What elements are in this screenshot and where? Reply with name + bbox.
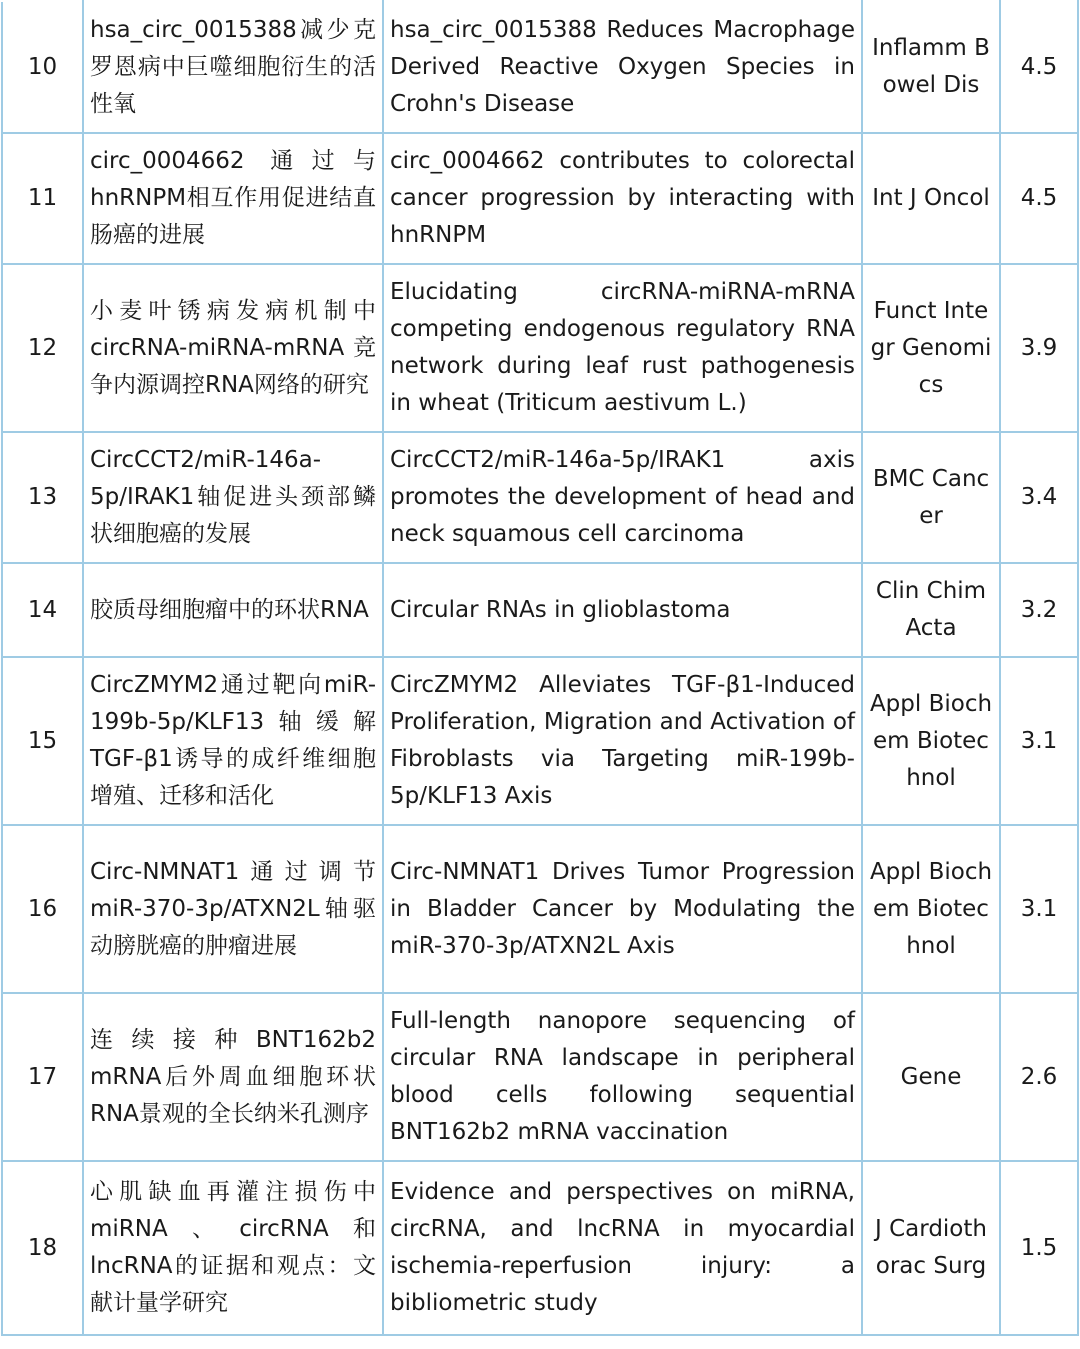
impact-factor: 3.9 <box>1000 264 1078 432</box>
journal-name: Appl Biochem Biotechnol <box>862 657 1000 825</box>
impact-factor: 3.2 <box>1000 563 1078 657</box>
journal-name: BMC Cancer <box>862 432 1000 563</box>
impact-factor: 3.4 <box>1000 432 1078 563</box>
row-number: 17 <box>2 993 83 1161</box>
journal-name: Clin Chim Acta <box>862 563 1000 657</box>
title-chinese: Circ-NMNAT1通过调节miR-370-3p/ATXN2L轴驱动膀胱癌的肿瘤进展 <box>83 825 383 993</box>
journal-name: Funct Integr Genomics <box>862 264 1000 432</box>
title-chinese: CircZMYM2通过靶向miR-199b-5p/KLF13轴缓解TGF-β1诱导的成纤维细胞增殖、迁移和活化 <box>83 657 383 825</box>
row-number: 10 <box>2 1 83 133</box>
table-row <box>2 1 1078 133</box>
table-row <box>2 1161 1078 1335</box>
papers-table <box>1 0 1079 1336</box>
title-chinese: 胶质母细胞瘤中的环状RNA <box>83 563 383 657</box>
journal-name: J Cardiothorac Surg <box>862 1161 1000 1335</box>
row-number: 11 <box>2 133 83 264</box>
journal-name: Int J Oncol <box>862 133 1000 264</box>
impact-factor: 3.1 <box>1000 657 1078 825</box>
title-english: Circ-NMNAT1 Drives Tumor Progression in Bladder Cancer by Modulating the miR-370-3p/ATXN2L Axis <box>383 825 862 993</box>
title-chinese: 小麦叶锈病发病机制中circRNA-miRNA-mRNA竞争内源调控RNA网络的研究 <box>83 264 383 432</box>
row-number: 14 <box>2 563 83 657</box>
table-row <box>2 133 1078 264</box>
impact-factor: 1.5 <box>1000 1161 1078 1335</box>
title-english: CircZMYM2 Alleviates TGF-β1-Induced Proliferation, Migration and Activation of Fibroblasts via Targeting miR-199b-5p/KLF13 Axis <box>383 657 862 825</box>
table-row <box>2 432 1078 563</box>
journal-name: Appl Biochem Biotechnol <box>862 825 1000 993</box>
title-english: Elucidating circRNA-miRNA-mRNA competing endogenous regulatory RNA network during leaf rust pathogenesis in wheat (Triticum aestivum L.) <box>383 264 862 432</box>
row-number: 15 <box>2 657 83 825</box>
impact-factor: 4.5 <box>1000 1 1078 133</box>
title-english: hsa_circ_0015388 Reduces Macrophage Derived Reactive Oxygen Species in Crohn's Disease <box>383 1 862 133</box>
row-number: 13 <box>2 432 83 563</box>
table-row <box>2 825 1078 993</box>
row-number: 18 <box>2 1161 83 1335</box>
title-chinese: hsa_circ_0015388减少克罗恩病中巨噬细胞衍生的活性氧 <box>83 1 383 133</box>
journal-name: Inflamm Bowel Dis <box>862 1 1000 133</box>
table-row <box>2 563 1078 657</box>
table-row <box>2 993 1078 1161</box>
title-english: Circular RNAs in glioblastoma <box>383 563 862 657</box>
title-english: Full-length nanopore sequencing of circular RNA landscape in peripheral blood cells following sequential BNT162b2 mRNA vaccination <box>383 993 862 1161</box>
title-chinese: 心肌缺血再灌注损伤中miRNA、circRNA和lncRNA的证据和观点：文献计量学研究 <box>83 1161 383 1335</box>
title-english: Evidence and perspectives on miRNA, circRNA, and lncRNA in myocardial ischemia-reperfusion injury: a bibliometric study <box>383 1161 862 1335</box>
table-row <box>2 264 1078 432</box>
table-row <box>2 657 1078 825</box>
title-english: CircCCT2/miR-146a-5p/IRAK1 axis promotes the development of head and neck squamous cell carcinoma <box>383 432 862 563</box>
title-chinese: CircCCT2/miR-146a-5p/IRAK1轴促进头颈部鳞状细胞癌的发展 <box>83 432 383 563</box>
row-number: 16 <box>2 825 83 993</box>
title-english: circ_0004662 contributes to colorectal cancer progression by interacting with hnRNPM <box>383 133 862 264</box>
title-chinese: 连续接种BNT162b2 mRNA后外周血细胞环状RNA景观的全长纳米孔测序 <box>83 993 383 1161</box>
row-number: 12 <box>2 264 83 432</box>
impact-factor: 3.1 <box>1000 825 1078 993</box>
impact-factor: 4.5 <box>1000 133 1078 264</box>
journal-name: Gene <box>862 993 1000 1161</box>
impact-factor: 2.6 <box>1000 993 1078 1161</box>
title-chinese: circ_0004662 通过与hnRNPM相互作用促进结直肠癌的进展 <box>83 133 383 264</box>
